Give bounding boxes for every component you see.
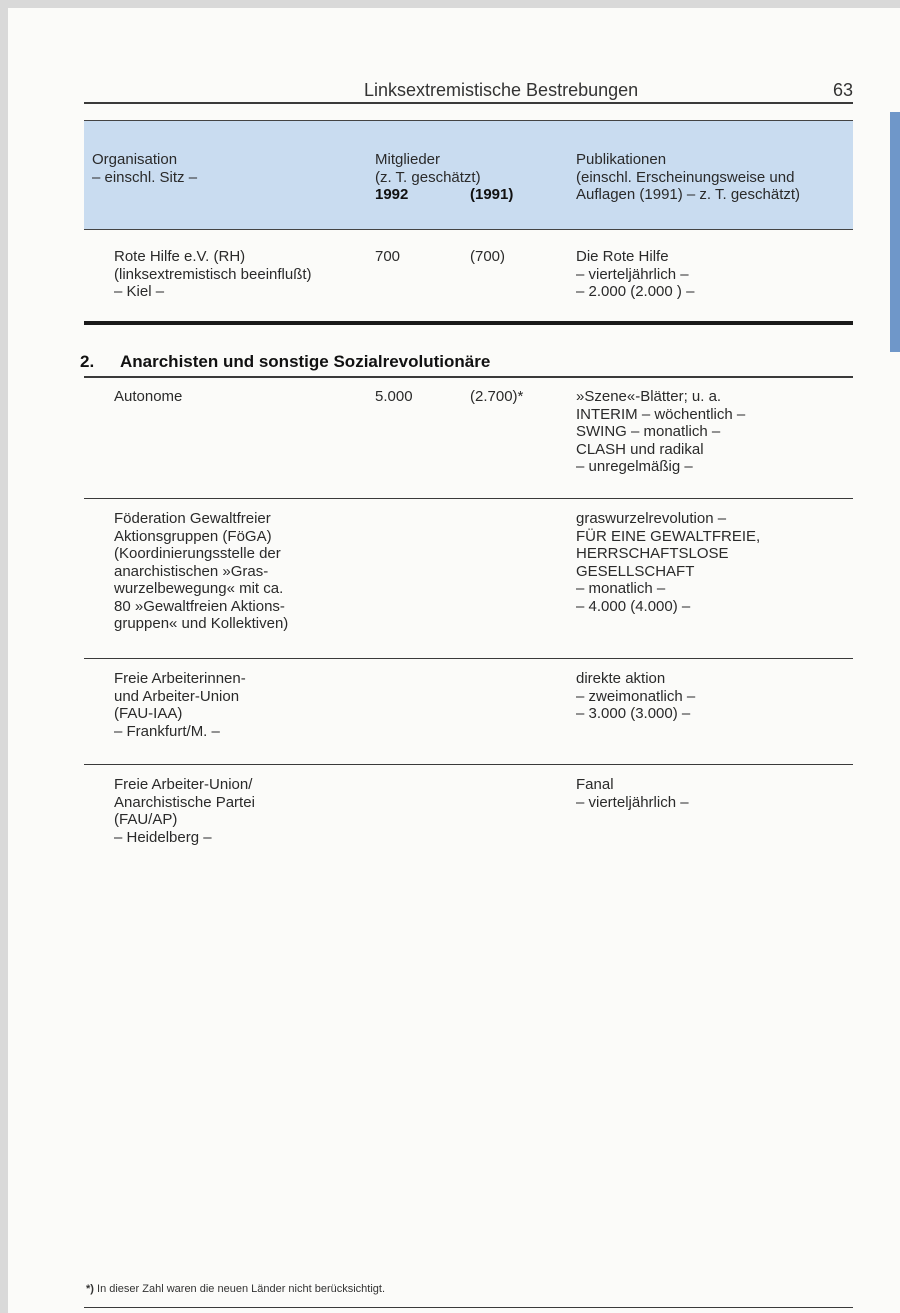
- members-1992-cell: 700: [375, 248, 401, 265]
- section-rule: [84, 376, 853, 378]
- table-header: [84, 120, 853, 230]
- header-year-1992: 1992: [375, 186, 409, 203]
- publications-cell: »Szene«-Blätter; u. a. INTERIM – wöchentlich – SWING – monatlich – CLASH und radikal – unregelmäßig –: [576, 388, 746, 475]
- publications-cell: direkte aktion – zweimonatlich – – 3.000 (3.000) –: [576, 670, 696, 722]
- chapter-tab-marker: [890, 112, 900, 352]
- members-1991-cell: (2.700)*: [470, 388, 524, 405]
- section-thick-rule: [84, 321, 853, 325]
- footnote-text: In dieser Zahl waren die neuen Länder nicht berücksichtigt.: [97, 1283, 386, 1295]
- running-header: [8, 80, 853, 104]
- publications-cell: graswurzelrevolution – FÜR EINE GEWALTFREIE, HERRSCHAFTSLOSE GESELLSCHAFT – monatlich – – 4.000 (4.000) –: [576, 510, 761, 615]
- document-page: [8, 8, 900, 1313]
- org-cell: Freie Arbeiterinnen- und Arbeiter-Union (FAU-IAA) – Frankfurt/M. –: [114, 670, 246, 740]
- org-cell: Freie Arbeiter-Union/ Anarchistische Partei (FAU/AP) – Heidelberg –: [114, 776, 255, 846]
- header-rule: [84, 102, 853, 104]
- footnote: [86, 1283, 385, 1295]
- publications-cell: Die Rote Hilfe – vierteljährlich – – 2.000 (2.000 ) –: [576, 248, 695, 300]
- publications-cell: Fanal – vierteljährlich –: [576, 776, 689, 811]
- header-organisation: Organisation – einschl. Sitz –: [92, 151, 198, 186]
- section-title: Anarchisten und sonstige Sozialrevolutionäre: [120, 352, 491, 371]
- org-cell: Autonome: [114, 388, 183, 405]
- org-cell: Rote Hilfe e.V. (RH) (linksextremistisch beeinflußt) – Kiel –: [114, 248, 312, 300]
- row-divider: [84, 764, 853, 765]
- row-divider: [84, 498, 853, 499]
- footer-rule: [84, 1307, 853, 1308]
- section-number: 2.: [80, 352, 95, 371]
- header-members: Mitglieder (z. T. geschätzt) 1992 (1991): [375, 151, 514, 203]
- footnote-mark: *): [86, 1283, 94, 1295]
- running-header-title: Linksextremistische Bestrebungen: [364, 80, 639, 100]
- header-publications: Publikationen (einschl. Erscheinungsweise und Auflagen (1991) – z. T. geschätzt): [576, 151, 801, 203]
- members-1991-cell: (700): [470, 248, 506, 265]
- members-1992-cell: 5.000: [375, 388, 413, 405]
- org-cell: Föderation Gewaltfreier Aktionsgruppen (FöGA) (Koordinierungsstelle der anarchistischen »Gras- wurzelbewegung« mit ca. 80 »Gewaltfreien Aktions- gruppen« und Kollektiven): [114, 510, 289, 632]
- row-divider: [84, 658, 853, 659]
- page-number: 63: [832, 80, 853, 100]
- header-year-1991: (1991): [470, 186, 514, 203]
